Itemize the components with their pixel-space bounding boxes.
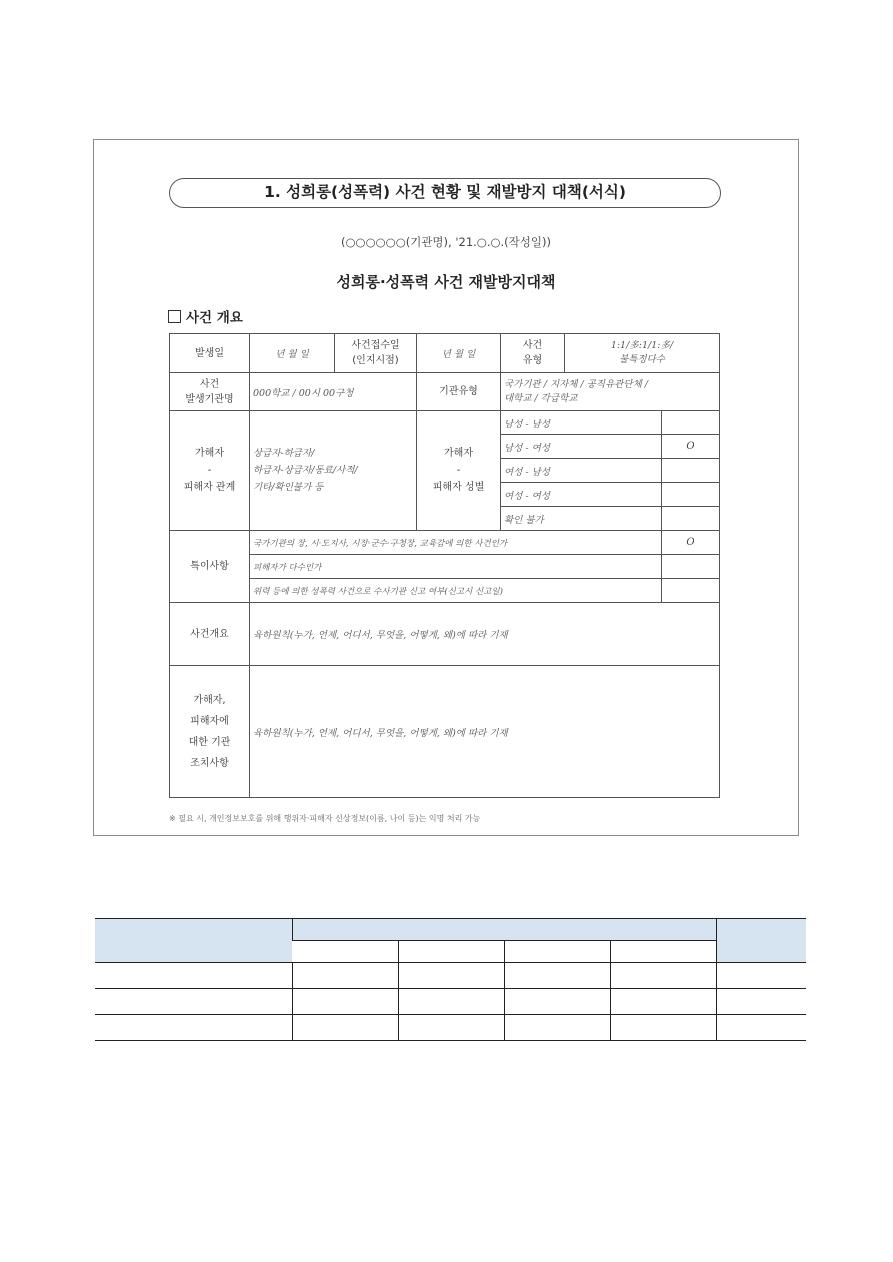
gender-option: 남성 - 남성 bbox=[501, 411, 662, 435]
relation-value: 상급자-하급자/ 하급자-상급자/동료/사적/ 기타/확인불가 등 bbox=[250, 411, 417, 531]
empty-data-table bbox=[95, 918, 806, 1041]
table-row bbox=[95, 989, 806, 1015]
section-label: 사건 개요 bbox=[186, 310, 243, 326]
occurred-date-field: 년 월 일 bbox=[250, 334, 335, 373]
table-header-cell bbox=[716, 919, 806, 963]
gender-option: 남성 - 여성 bbox=[501, 435, 662, 459]
table-row bbox=[95, 963, 806, 989]
special-notes-label: 특이사항 bbox=[170, 531, 250, 603]
table-header-cell bbox=[95, 919, 292, 963]
org-type-value: 국가기관 / 지자체 / 공직유관단체 / 대학교 / 각급학교 bbox=[501, 373, 720, 411]
checkbox-square-icon bbox=[168, 310, 181, 323]
actions-label: 가해자, 피해자에 대한 기관 조치사항 bbox=[170, 666, 250, 798]
gender-mark bbox=[662, 459, 720, 483]
form-heading: 성희롱·성폭력 사건 재발방지대책 bbox=[336, 273, 556, 291]
footnote: ※ 필요 시, 개인정보보호를 위해 행위자·피해자 신상정보(이름, 나이 등)는 익명 처리 가능 bbox=[169, 814, 481, 823]
gender-label: 가해자 - 피해자 성별 bbox=[417, 411, 501, 531]
received-date-label: 사건접수일 (인지시점) bbox=[335, 334, 417, 373]
special-note-item: 국가기관의 장, 시·도지사, 시장·군수·구청장, 교육감에 의한 사건인가 bbox=[250, 531, 662, 555]
special-note-item: 피해자가 다수인가 bbox=[250, 555, 662, 579]
summary-label: 사건개요 bbox=[170, 603, 250, 666]
gender-option: 여성 - 남성 bbox=[501, 459, 662, 483]
table-subheader-cell bbox=[504, 941, 610, 963]
special-note-item: 위력 등에 의한 성폭력 사건으로 수사기관 신고 여부(신고시 신고일) bbox=[250, 579, 662, 603]
org-type-label: 기관유형 bbox=[417, 373, 501, 411]
gender-mark bbox=[662, 411, 720, 435]
incident-type-value: 1:1/多:1/1:多/ 불특정다수 bbox=[565, 334, 720, 373]
table-subheader-cell bbox=[398, 941, 504, 963]
table-subheader-cell bbox=[610, 941, 716, 963]
received-date-field: 년 월 일 bbox=[417, 334, 501, 373]
special-note-mark bbox=[662, 555, 720, 579]
org-name-value: 000학교 / 00시 00구청 bbox=[250, 373, 417, 411]
org-name-label: 사건 발생기관명 bbox=[170, 373, 250, 411]
gender-mark bbox=[662, 507, 720, 531]
section-title bbox=[168, 306, 243, 326]
special-note-mark bbox=[662, 579, 720, 603]
incident-type-label: 사건 유형 bbox=[501, 334, 565, 373]
gender-mark: O bbox=[662, 435, 720, 459]
summary-value: 육하원칙(누가, 언제, 어디서, 무엇을, 어떻게, 왜)에 따라 기재 bbox=[250, 603, 720, 666]
table-row bbox=[95, 1015, 806, 1041]
form-title: 1. 성희롱(성폭력) 사건 현황 및 재발방지 대책(서식) bbox=[169, 178, 721, 208]
gender-option: 확인 불가 bbox=[501, 507, 662, 531]
actions-value: 육하원칙(누가, 언제, 어디서, 무엇을, 어떻게, 왜)에 따라 기재 bbox=[250, 666, 720, 798]
form-subtitle: (○○○○○○(기관명), '21.○.○.(작성일)) bbox=[341, 235, 551, 249]
form-image-frame bbox=[93, 139, 799, 836]
relation-label: 가해자 - 피해자 관계 bbox=[170, 411, 250, 531]
special-note-mark: O bbox=[662, 531, 720, 555]
table-subheader-cell bbox=[292, 941, 398, 963]
occurred-date-label: 발생일 bbox=[170, 334, 250, 373]
gender-mark bbox=[662, 483, 720, 507]
incident-form-table bbox=[169, 333, 720, 798]
gender-option: 여성 - 여성 bbox=[501, 483, 662, 507]
table-header-cell bbox=[292, 919, 716, 941]
